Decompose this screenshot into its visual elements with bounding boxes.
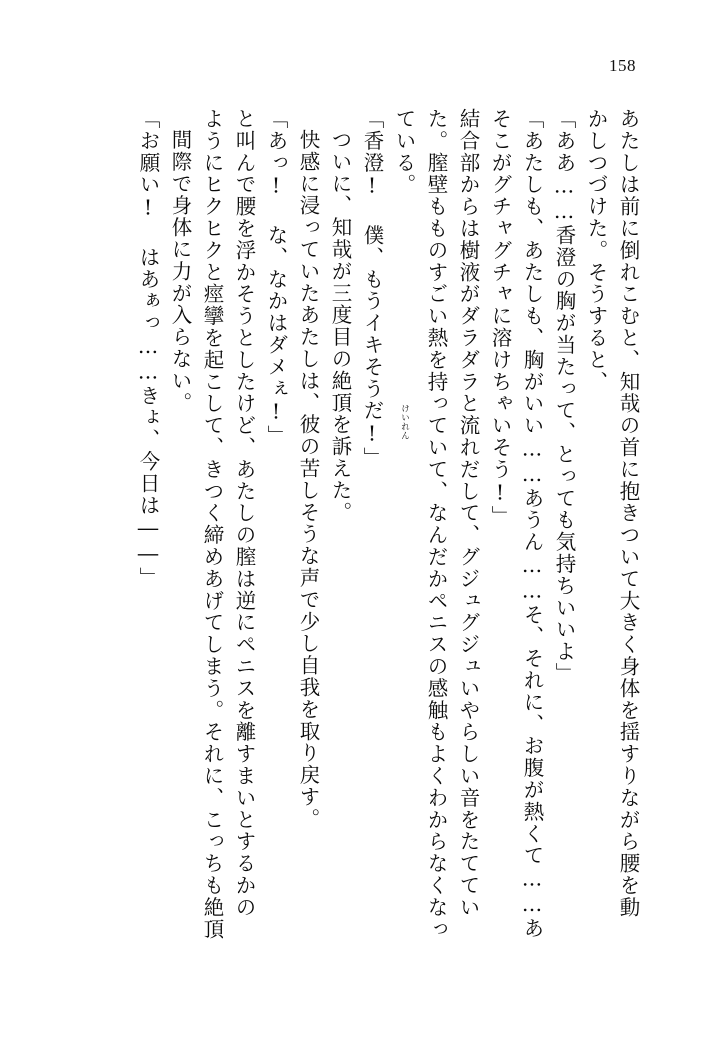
text-line: 「あたしも、あたしも、胸がいい……あうん……そ、それに、お腹が熱くて……あ [520,108,544,940]
text-line: ついに、知哉が三度目の絶頂を訴えた。 [328,129,352,524]
text-line: 「香澄! 僕、もうイキそうだ!」 [360,108,384,469]
text-line: かしつづけた。そうすると、 [584,108,608,393]
text-line: あたしは前に倒れこむと、知哉の首に抱きついて大きく身体を揺すりながら腰を動 [616,108,640,919]
text-line: 結合部からは樹液がダラダラと流れだして、グジュグジュいやらしい音をたててい [456,108,480,919]
page-number: 158 [609,56,636,75]
text-line: 「お願い! はあぁっ……きょ、今日は――」 [136,108,160,589]
text-line: 「あっ! な、なかはダメぇ!」 [264,108,288,447]
text-line: た。膣壁もものすごい熱を持っていて、なんだかペニスの感触もよくわからなくなっ [424,108,448,941]
vertical-text-body [68,108,638,988]
text-line: 快感に浸っていたあたしは、彼の苦しそうな声で少し自我を取り戻す。 [296,129,320,830]
text-line: 「ああ……香澄の胸が当たって、とっても気持ちいいよ」 [552,108,576,685]
text-line: ようにヒクヒクと痙攣を起こして、きつく締めあげてしまう。それに、こっちも絶頂 [200,108,224,941]
text-line: ている。 [392,108,416,196]
text-line: と叫んで腰を浮かそうとしたけど、あたしの膣は逆にペニスを離すまいとするかの [232,108,256,919]
text-line: 間際で身体に力が入らない。 [168,129,192,414]
ruby-annotation: けいれん [399,404,410,440]
text-line: そこがグチャグチャに溶けちゃいそう!」 [488,108,512,528]
